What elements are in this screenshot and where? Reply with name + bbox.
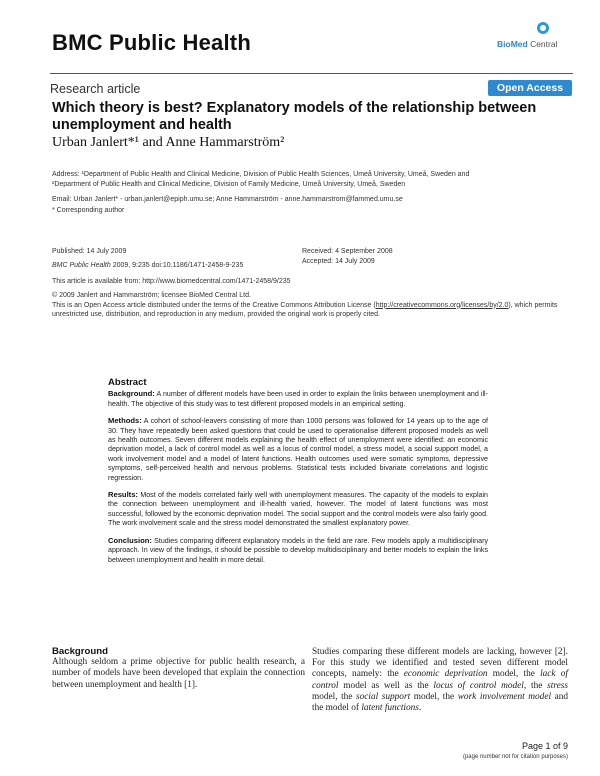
received-date: Received: 4 September 2008 [302,248,393,255]
abstract-conclusion: Conclusion: Studies comparing different explanatory models in the field are rare. Few models apply a multidisciplinary approach. In view of the findings, it should be possible to develop multidisciplinary and better models to explain the links between unemployment and health in more detail. [108,535,488,564]
address-line: Address: ¹Department of Public Health and Clinical Medicine, Division of Public Health Sciences, Umeå University, Umeå, Sweden and [52,171,470,178]
logo-text-central: Central [527,39,558,49]
article-type: Research article [50,82,141,96]
abstract [108,378,488,572]
accepted-date: Accepted: 14 July 2009 [302,257,375,265]
availability-line: This article is available from: http://www.biomedcentral.com/1471-2458/9/235 [52,278,291,285]
open-access-badge: Open Access [488,80,572,96]
biomed-central-logo [497,22,567,54]
published-date: Published: 14 July 2009 [52,248,127,255]
body-left-column [52,646,305,691]
journal-title: BMC Public Health [52,30,251,55]
email-line: Email: Urban Janlert* - urban.janlert@epiph.umu.se; Anne Hammarström - anne.hammarstrom@fammed.umu.se [52,196,403,203]
logo-text-biomed: BioMed [497,39,528,49]
address-block [52,170,572,189]
abstract-heading: Abstract [108,377,147,388]
publication-info [52,247,282,270]
abstract-methods: Methods: A cohort of school-leavers consisting of more than 1000 persons was followed for 14 years up to the age of 30. They have repeatedly been asked questions that could be used to operationalise different proposed models as well as health outcomes. Seven different models explaining the health effect of unemployment were identified: an economic deprivation model, a lack of control model as well as a locus of control model, a stress model, a social support model, a work involvement model and a model of latent functions. Health outcomes used were somatic symptoms, depressive symptoms, self-perceived health and nervous problems. Statistical tests included bivariate correlations and logistic regression. [108,416,488,482]
corresponding-author-note: * Corresponding author [52,207,125,214]
copyright-line: © 2009 Janlert and Hammarström; licensee BioMed Central Ltd. [52,292,251,299]
address-line: ²Department of Public Health and Clinical Medicine, Division of Family Medicine, Umeå University, Umeå, Sweden [52,180,406,188]
citation [52,261,282,271]
license-link[interactable]: http://creativecommons.org/licenses/by/2.0 [375,301,509,309]
license-block [52,291,572,320]
authors: Urban Janlert*¹ and Anne Hammarström² [52,135,285,150]
citation-details: 2009, 9:235 doi:10.1186/1471-2458-9-235 [110,261,244,269]
page-number: Page 1 of 9 [521,741,568,751]
citation-journal: BMC Public Health [52,261,111,269]
body-paragraph: Studies comparing these different models are lacking, however [2]. For this study we identified and tested seven different model concepts, namely: the economic deprivation model, the lack of control model as well as the locus of control model, the stress model, the social support model, the work involvement model and the model of latent functions. [312,647,568,714]
license-text: This is an Open Access article distributed under the terms of the Creative Commons Attribution License (http://creativecommons.org/licenses/by/2.0), which permits unrestricted use, distribution, and reproduction in any medium, provided the original work is properly cited. [52,301,558,318]
section-heading-background: Background [52,646,108,657]
header-divider [50,73,573,74]
review-dates [302,247,502,266]
body-paragraph: Although seldom a prime objective for public health research, a number of models have been developed that explain the connection between unemployment and health [1]. [52,657,305,690]
abstract-background: Background: A number of different models have been used in order to explain the links between unemployment and ill-health. The objective of this study was to test different proposed models in an empirical setting. [108,389,488,408]
page-number-note: (page number not for citation purposes) [462,754,568,760]
body-right-column [312,647,568,714]
abstract-results: Results: Most of the models correlated fairly well with unemployment measures. The capacity of the models to explain the connection between unemployment and ill-health varied, however. The model of latent functions was most successful, followed by the economic deprivation model. The social support and the control models were also fairly good. The work involvement scale and the stress model demonstrated the smallest explanatory power. [108,490,488,528]
biomed-logo-icon [537,22,549,34]
article-title: Which theory is best? Explanatory models of the relationship between unemployment and health [52,100,537,133]
